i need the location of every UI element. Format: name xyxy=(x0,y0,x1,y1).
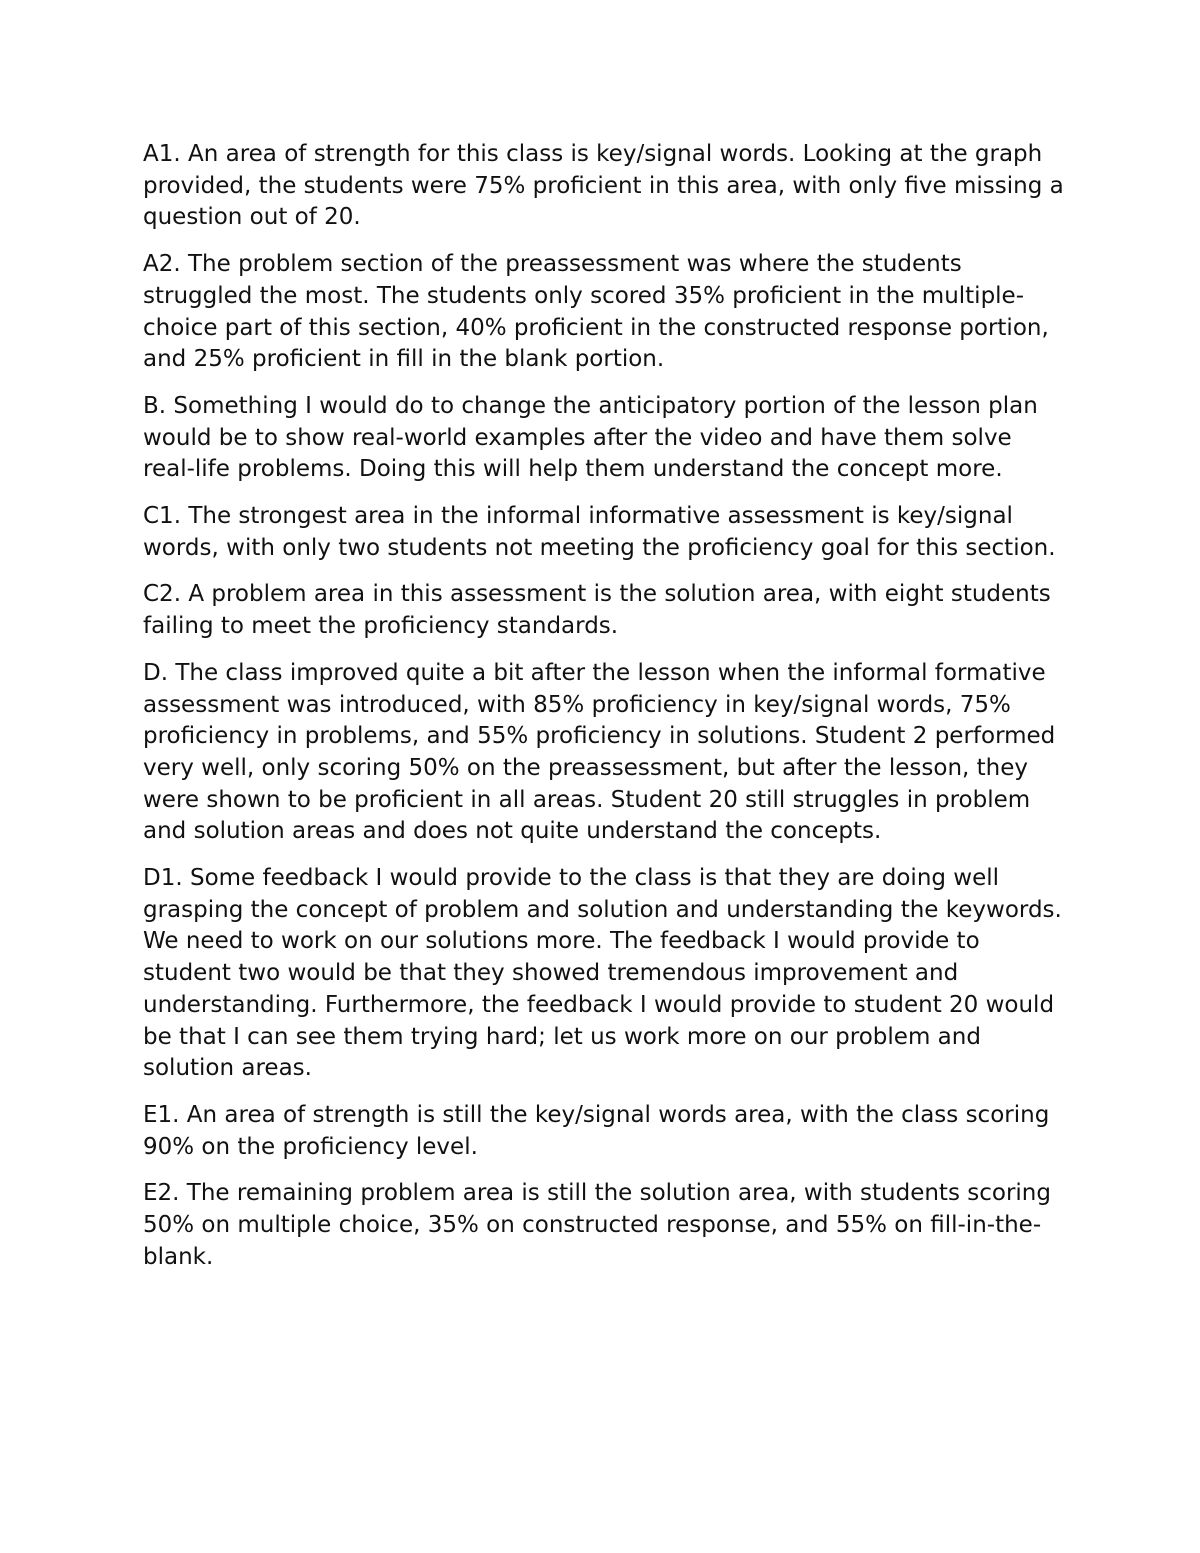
paragraph-e1: E1. An area of strength is still the key/signal words area, with the class scoring 90% on the proficiency level. xyxy=(143,1101,1050,1160)
paragraph-d1: D1. Some feedback I would provide to the class is that they are doing well grasping the concept of problem and solution and understanding the keywords. We need to work on our solutions more. The feedback I would provide to student two would be that they showed tremendous improvement and understanding. Furthermore, the feedback I would provide to student 20 would be that I can see them trying hard; let us work more on our problem and solution areas. xyxy=(143,865,1062,1082)
paragraph-a2: A2. The problem section of the preassessment was where the students struggled the most. The students only scored 35% proficient in the multiple-choice part of this section, 40% proficient in the constructed response portion, and 25% proficient in fill in the blank portion. xyxy=(143,251,1049,373)
paragraph-c2: C2. A problem area in this assessment is the solution area, with eight students failing to meet the proficiency standards. xyxy=(143,581,1051,640)
paragraph-d: D. The class improved quite a bit after the lesson when the informal formative assessment was introduced, with 85% proficiency in key/signal words, 75% proficiency in problems, and 55% proficiency in solutions. Student 2 performed very well, only scoring 50% on the preassessment, but after the lesson, they were shown to be proficient in all areas. Student 20 still struggles in problem and solution areas and does not quite understand the concepts. xyxy=(143,659,1056,845)
paragraph-e2: E2. The remaining problem area is still the solution area, with students scoring 50% on multiple choice, 35% on constructed response, and 55% on fill-in-the-blank. xyxy=(143,1180,1051,1270)
paragraph-c1: C1. The strongest area in the informal informative assessment is key/signal words, with only two students not meeting the proficiency goal for this section. xyxy=(143,503,1056,561)
paragraph-a1: A1. An area of strength for this class is key/signal words. Looking at the graph provided, the students were 75% proficient in this area, with only five missing a question out of 20. xyxy=(143,141,1064,231)
document-page xyxy=(143,139,1068,1289)
paragraph-b: B. Something I would do to change the anticipatory portion of the lesson plan would be to show real-world examples after the video and have them solve real-life problems. Doing this will help them understand the concept more. xyxy=(143,392,1038,483)
